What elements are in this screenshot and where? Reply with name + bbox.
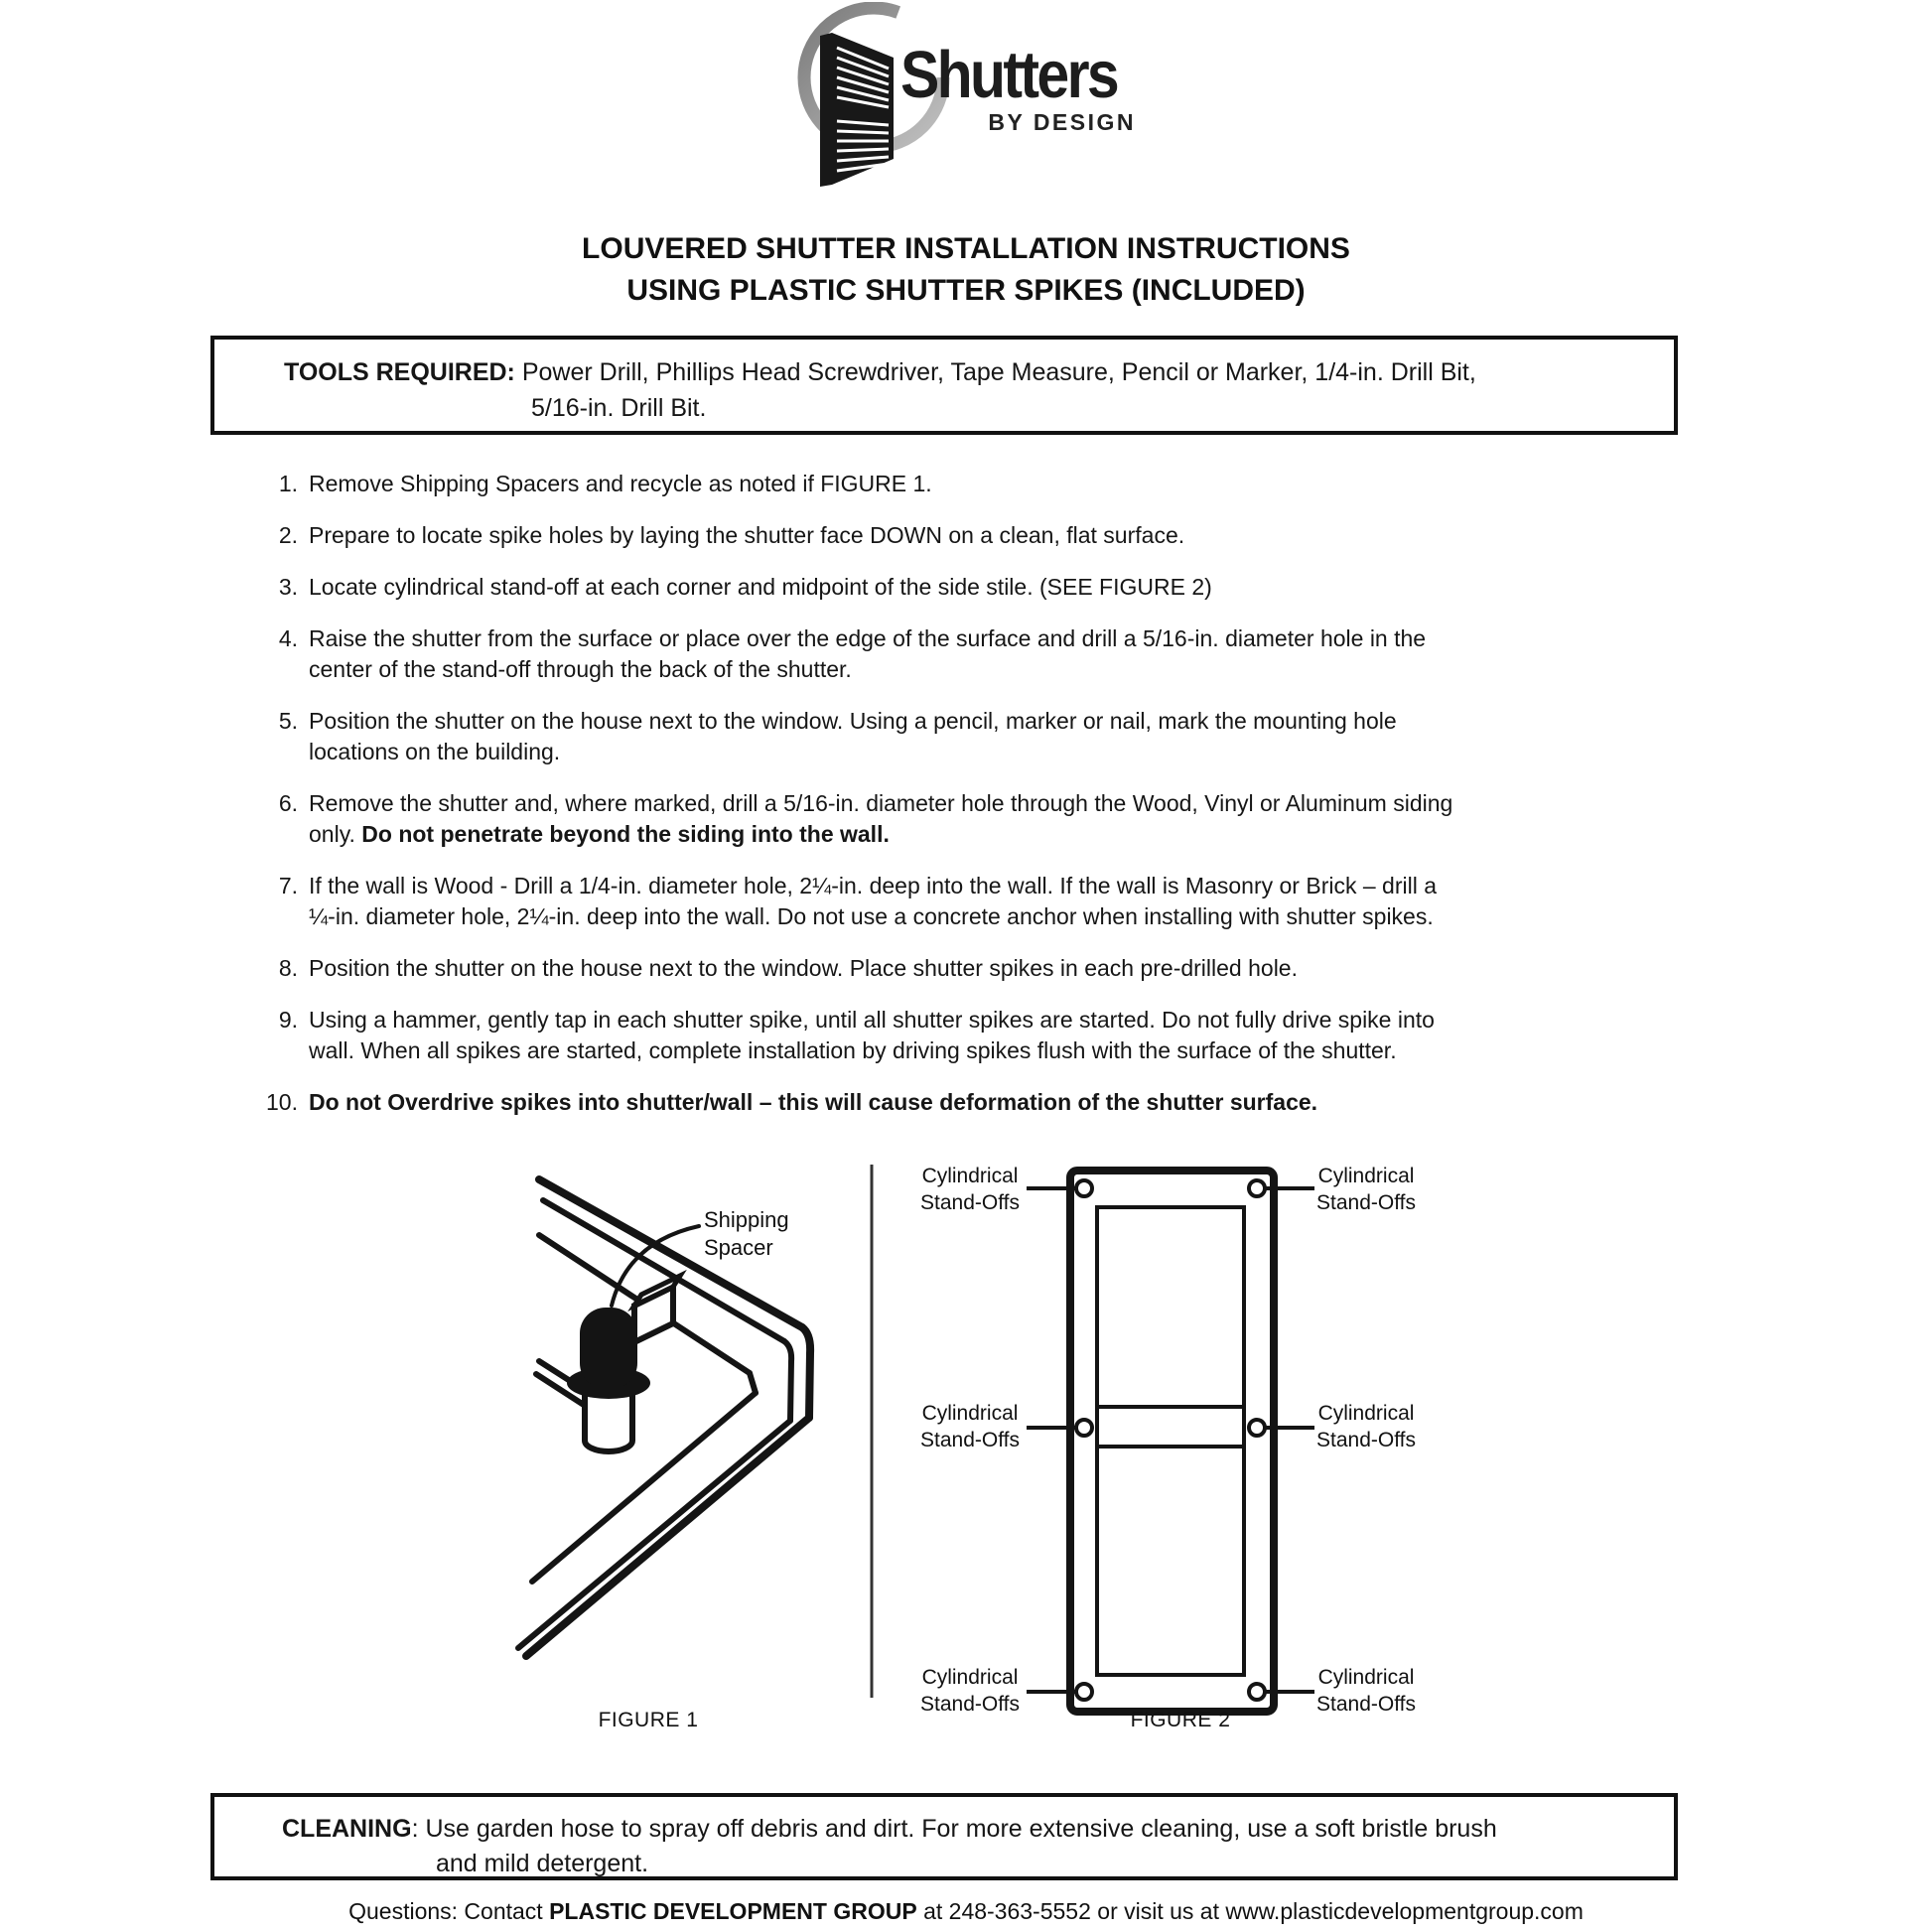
instruction-text: Position the shutter on the house next to the window. Using a pencil, marker or nail, mark the mounting hole locations on the building. [309,708,1397,764]
brand-logo [774,2,1191,196]
footer-contact [0,1898,1932,1925]
instruction-text: Remove Shipping Spacers and recycle as noted if FIGURE 1. [309,471,932,496]
instruction-text: Remove the shutter and, where marked, drill a 5/16-in. diameter hole through the Wood, Vinyl or Aluminum siding only. Do not penetrate beyond the siding into the wall. [309,790,1453,847]
instruction-text: Raise the shutter from the surface or place over the edge of the surface and drill a 5/16-in. diameter hole in the center of the stand-off through the back of the shutter. [309,625,1427,682]
instruction-number: 9. [278,1007,298,1033]
instruction-text: If the wall is Wood - Drill a 1/4-in. diameter hole, 2¼-in. deep into the wall. If the wall is Masonry or Brick – drill a ¼-in. diameter hole, 2¼-in. deep into the wall. Do not use a concrete anchor when installing with shutter spikes. [309,873,1437,929]
instruction-item [210,788,1452,850]
footer-company: PLASTIC DEVELOPMENT GROUP [549,1898,917,1924]
instruction-text: Position the shutter on the house next to the window. Place shutter spikes in each pre-drilled hole. [309,955,1298,981]
figure2-drawing [1027,1171,1314,1712]
instruction-number: 6. [278,790,298,816]
cleaning-line2: and mild detergent. [436,1850,649,1877]
title-line-2: USING PLASTIC SHUTTER SPIKES (INCLUDED) [626,274,1306,307]
instruction-number: 1. [278,471,298,496]
instruction-list [210,469,1452,1118]
footer-prefix: Questions: Contact [348,1898,550,1924]
instruction-item [210,520,1452,551]
logo-wordmark: Shutters [900,38,1118,112]
instruction-number: 4. [278,625,298,651]
cleaning-box [210,1793,1678,1880]
instruction-number: 3. [278,574,298,600]
standoff-label-bottom-left: Cylindrical Stand-Offs [920,1666,1020,1716]
instruction-item [210,706,1452,767]
figures-section [210,1157,1678,1794]
instruction-item [210,1005,1452,1066]
instruction-item [210,871,1452,932]
standoff-label-top-right: Cylindrical Stand-Offs [1316,1165,1416,1214]
shutter-panel-glyph [820,33,894,187]
cleaning-label: CLEANING [282,1815,412,1843]
title-line-1: LOUVERED SHUTTER INSTALLATION INSTRUCTIONS [582,232,1350,265]
page-title [0,228,1932,312]
instruction-item [210,1087,1452,1118]
instruction-text: Using a hammer, gently tap in each shutter spike, until all shutter spikes are started. Do not fully drive spike into wall. When all spikes are started, complete installation by driving spikes flush with the surface of the shutter. [309,1007,1435,1063]
standoff-label-mid-left: Cylindrical Stand-Offs [920,1402,1020,1451]
pocket-wall [634,1276,680,1342]
logo-tagline: BY DESIGN [988,109,1136,135]
cleaning-line1: CLEANING: Use garden hose to spray off debris and dirt. For more extensive cleaning, use a soft bristle brush [282,1815,1497,1843]
instruction-number: 10. [266,1089,298,1115]
figure2-caption: FIGURE 2 [1130,1709,1231,1731]
instruction-number: 5. [278,708,298,734]
shipping-spacer-label: Shipping Spacer [704,1207,789,1260]
tools-required-line2: 5/16-in. Drill Bit. [531,394,707,422]
instruction-number: 8. [278,955,298,981]
instruction-number: 7. [278,873,298,898]
instruction-item [210,469,1452,499]
standoff-label-mid-right: Cylindrical Stand-Offs [1316,1402,1416,1451]
instruction-item [210,623,1452,685]
instruction-number: 2. [278,522,298,548]
tools-required-box [210,336,1678,435]
tools-required-line1: TOOLS REQUIRED: Power Drill, Phillips Head Screwdriver, Tape Measure, Pencil or Marker, 1/4-in. Drill Bit, [284,358,1476,386]
figure1-caption: FIGURE 1 [598,1709,699,1731]
footer-suffix: at 248-363-5552 or visit us at www.plasticdevelopmentgroup.com [916,1898,1584,1924]
instruction-text: Locate cylindrical stand-off at each corner and midpoint of the side stile. (SEE FIGURE 2) [309,574,1212,600]
instruction-item [210,953,1452,984]
standoff-label-top-left: Cylindrical Stand-Offs [920,1165,1020,1214]
instruction-item [210,572,1452,603]
instruction-text: Prepare to locate spike holes by laying the shutter face DOWN on a clean, flat surface. [309,522,1185,548]
instruction-text: Do not Overdrive spikes into shutter/wall – this will cause deformation of the shutter surface. [309,1089,1318,1115]
standoff-label-bottom-right: Cylindrical Stand-Offs [1316,1666,1416,1716]
tools-required-label: TOOLS REQUIRED: [284,358,515,386]
